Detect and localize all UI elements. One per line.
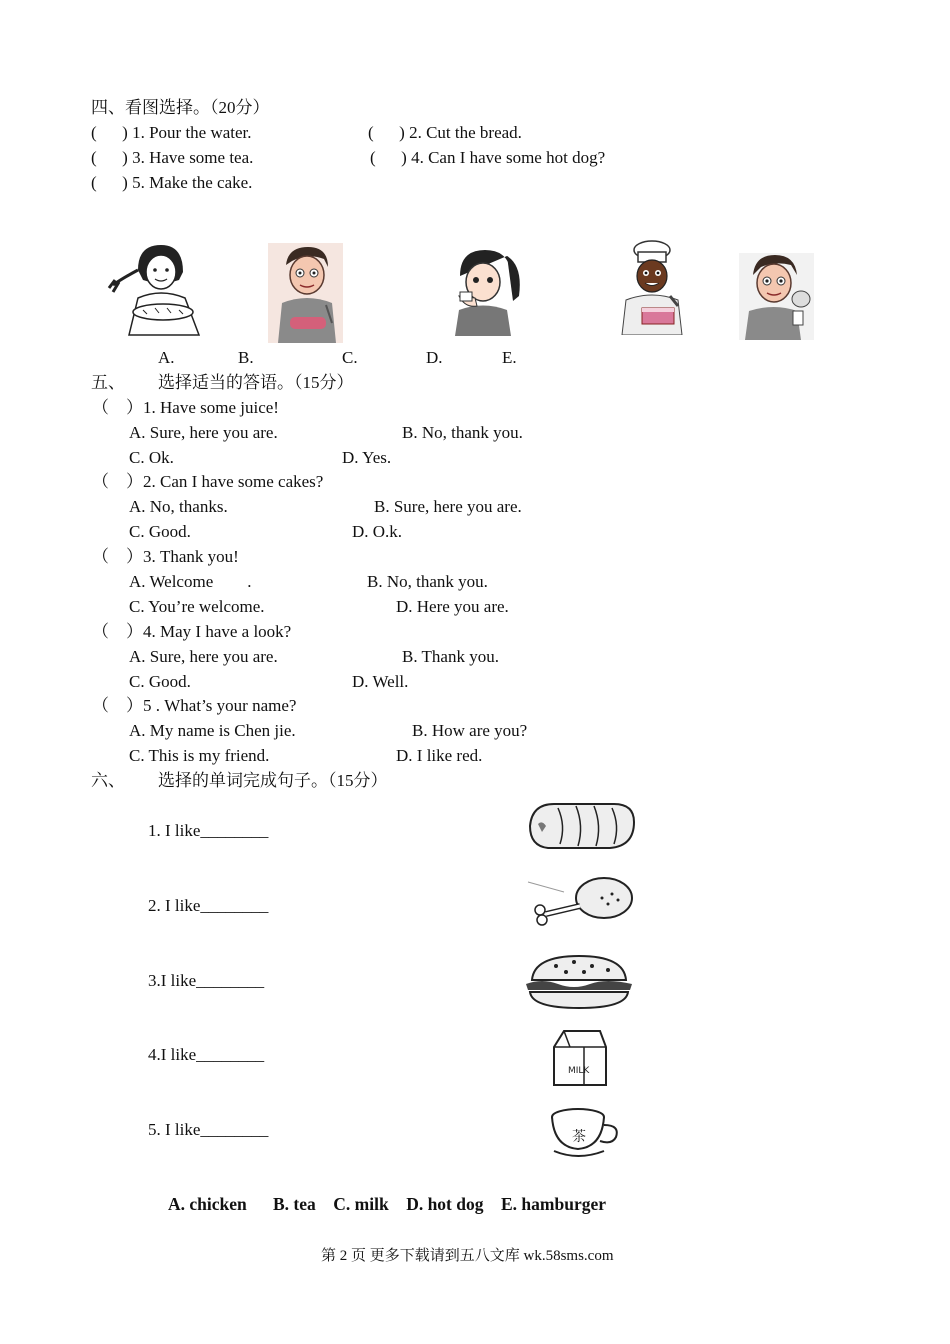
girl-drinking-tea-icon xyxy=(445,246,525,336)
section5-question-4: （ ）4. May I have a look? xyxy=(92,622,292,641)
girl-holding-bread-icon xyxy=(103,240,213,340)
section5-q2-option-b: B. Sure, here you are. xyxy=(374,497,522,516)
section5-q5-option-b: B. How are you? xyxy=(412,721,528,740)
tea-cup-icon xyxy=(546,1103,624,1161)
bread-icon xyxy=(524,800,638,852)
sentence-3: 3.I like________ xyxy=(148,971,265,990)
section4-question-4: ( ) 4. Can I have some hot dog? xyxy=(370,148,606,167)
section5-q3-option-b: B. No, thank you. xyxy=(367,572,488,591)
tea-character: 茶 xyxy=(572,1129,586,1145)
section5-question-1: （ ）1. Have some juice! xyxy=(92,398,279,417)
section5-q1-option-a: A. Sure, here you are. xyxy=(129,423,278,442)
section5-question-3: （ ）3. Thank you! xyxy=(92,547,239,566)
section5-heading-number: 五、 xyxy=(91,373,125,392)
section5-q4-option-d: D. Well. xyxy=(352,672,409,691)
picture-label-e: E. xyxy=(502,348,517,367)
picture-label-a: A. xyxy=(158,348,175,367)
chef-making-cake-icon xyxy=(612,240,692,335)
picture-label-c: C. xyxy=(342,348,358,367)
section5-q1-option-b: B. No, thank you. xyxy=(402,423,523,442)
section5-q4-option-b: B. Thank you. xyxy=(402,647,499,666)
section5-question-2: （ ）2. Can I have some cakes? xyxy=(92,472,324,491)
picture-label-b: B. xyxy=(238,348,254,367)
milk-label: MILK xyxy=(568,1066,590,1076)
section5-q3-option-c: C. You’re welcome. xyxy=(129,597,265,616)
section4-question-1: ( ) 1. Pour the water. xyxy=(91,123,252,142)
section5-question-5: （ ）5 . What’s your name? xyxy=(92,696,297,715)
section5-q1-option-d: D. Yes. xyxy=(342,448,392,467)
sentence-5: 5. I like________ xyxy=(148,1120,269,1139)
section6-heading-number: 六、 xyxy=(91,771,125,790)
section5-q2-option-c: C. Good. xyxy=(129,522,191,541)
section5-q1-option-c: C. Ok. xyxy=(129,448,174,467)
section5-q5-option-d: D. I like red. xyxy=(396,746,483,765)
section5-q4-option-c: C. Good. xyxy=(129,672,191,691)
sentence-2: 2. I like________ xyxy=(148,896,269,915)
boy-cutting-bread-icon xyxy=(268,243,343,343)
sentence-1: 1. I like________ xyxy=(148,821,269,840)
sentence-4: 4.I like________ xyxy=(148,1045,265,1064)
section4-question-2: ( ) 2. Cut the bread. xyxy=(368,123,522,142)
section5-heading: 选择适当的答语。（15分） xyxy=(158,373,354,392)
section5-q2-option-a: A. No, thanks. xyxy=(129,497,228,516)
picture-label-d: D. xyxy=(426,348,443,367)
section5-q3-option-d: D. Here you are. xyxy=(396,597,509,616)
section4-question-5: ( ) 5. Make the cake. xyxy=(91,173,253,192)
hamburger-icon xyxy=(522,952,636,1012)
section6-heading: 选择的单词完成句子。（15分） xyxy=(158,771,388,790)
section4-heading: 四、看图选择。（20分） xyxy=(91,98,270,117)
chicken-leg-icon xyxy=(524,872,636,928)
page-footer: 第 2 页 更多下载请到五八文库 wk.58sms.com xyxy=(321,1248,614,1264)
section5-q5-option-c: C. This is my friend. xyxy=(129,746,270,765)
section4-question-3: ( ) 3. Have some tea. xyxy=(91,148,254,167)
word-options: A. chicken B. tea C. milk D. hot dog E. hamburger xyxy=(168,1194,606,1214)
section5-q5-option-a: A. My name is Chen jie. xyxy=(129,721,296,740)
milk-carton-icon xyxy=(548,1027,610,1089)
section5-q4-option-a: A. Sure, here you are. xyxy=(129,647,278,666)
boy-pouring-water-icon xyxy=(739,253,814,340)
section5-q2-option-d: D. O.k. xyxy=(352,522,403,541)
section5-q3-option-a: A. Welcome . xyxy=(129,572,252,591)
